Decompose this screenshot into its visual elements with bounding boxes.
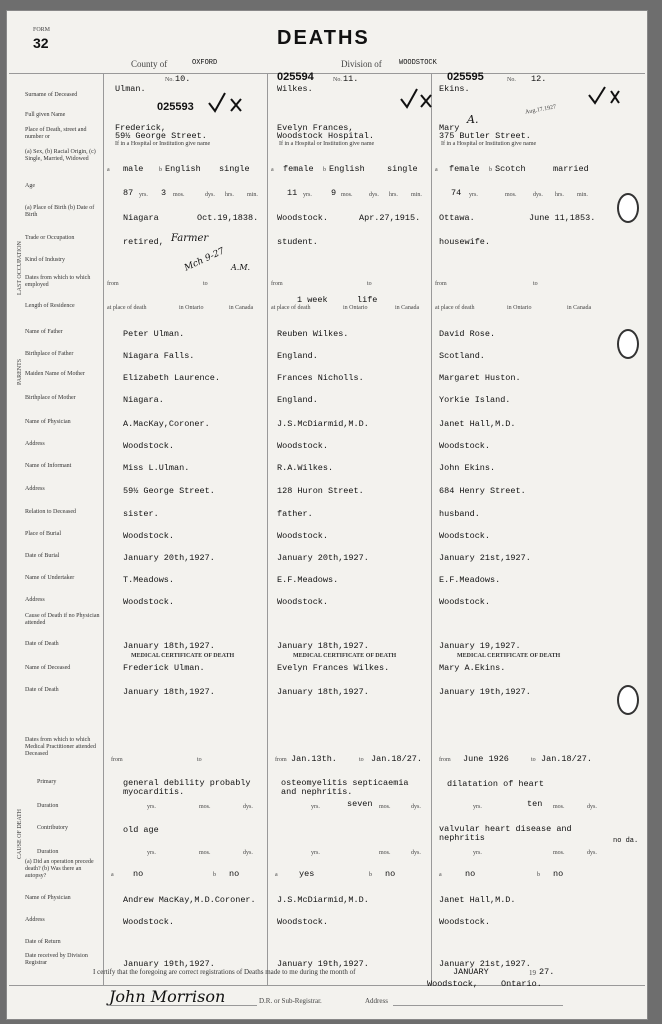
label-column-divider — [103, 73, 104, 985]
record-1-trade: retired, — [123, 237, 164, 247]
record-1-med-cert-heading: MEDICAL CERTIFICATE OF DEATH — [131, 653, 235, 659]
division-value: WOODSTOCK — [399, 59, 437, 67]
label-mother-birthplace: Birthplace of Mother — [25, 395, 76, 401]
record-2-informant-address: 128 Huron Street. — [277, 486, 364, 496]
column-divider-2 — [431, 73, 432, 985]
record-1-relation: sister. — [123, 509, 159, 519]
label-burial-date: Date of Burial — [25, 553, 60, 559]
record-1-informant: Miss L.Ulman. — [123, 463, 190, 473]
address-line — [393, 1005, 563, 1006]
record-2-dur-yrs-label: yrs. — [311, 804, 320, 810]
record-1-death-date: January 18th,1927. — [123, 641, 215, 651]
record-2-father: Reuben Wilkes. — [277, 329, 349, 339]
record-1-mother-birthplace: Niagara. — [123, 395, 164, 405]
record-2-relation: father. — [277, 509, 313, 519]
record-2-cert-name: Evelyn Frances Wilkes. — [277, 663, 390, 673]
label-primary: Primary — [37, 779, 57, 785]
record-3-given: Mary — [439, 123, 460, 133]
record-3-dur-mos-label: mos. — [553, 804, 565, 810]
label-attended: Dates from which to which Medical Practitioner attended Deceased — [25, 737, 96, 757]
record-2-mos-label: mos. — [341, 192, 353, 198]
record-3-at-place-label: at place of death — [435, 305, 475, 311]
form-number: 32 — [33, 35, 49, 51]
record-3-yrs-label: yrs. — [469, 192, 478, 198]
record-2-op-b-marker: b — [369, 872, 372, 878]
record-3-dur-dys-label: dys. — [587, 804, 597, 810]
record-1-autopsy: no — [229, 869, 240, 879]
record-3-cert-date: January 19th,1927. — [439, 687, 531, 697]
record-2-med-cert-heading: MEDICAL CERTIFICATE OF DEATH — [293, 653, 397, 659]
record-3-att-to-label: to — [531, 757, 536, 763]
record-2-dys-label: dys. — [369, 192, 379, 198]
record-1-dur-yrs-label: yrs. — [147, 804, 156, 810]
footer-place: Woodstock, — [427, 979, 479, 989]
record-1-at-place-label: at place of death — [107, 305, 147, 311]
record-2-dur2-dys-label: dys. — [411, 850, 421, 856]
label-informant: Name of Informant — [25, 463, 72, 469]
record-3-date-stamp: Aug.17.1927 — [524, 104, 557, 116]
label-physician-address: Address — [25, 441, 45, 447]
record-2-no-label: No. — [333, 77, 342, 83]
label-surname: Surname of Deceased — [25, 92, 78, 98]
side-label-last-occupation: LAST OCCUPATION — [17, 241, 23, 295]
certify-month: JANUARY — [453, 967, 489, 977]
record-3-dur2-dys-label: dys. — [587, 850, 597, 856]
label-burial-place: Place of Burial — [25, 531, 61, 537]
record-3-attended-to: Jan.18/27. — [541, 754, 593, 764]
record-3-to-label: to — [533, 281, 538, 287]
record-2-operation: yes — [299, 869, 315, 879]
record-1-age-months: 3 — [161, 188, 167, 198]
record-1-physician-2-address: Woodstock. — [123, 917, 175, 927]
record-1-race: English — [165, 164, 201, 174]
record-1-birth-place: Niagara — [123, 213, 159, 223]
record-3-hrs-label: hrs. — [555, 192, 564, 198]
record-3-burial-place: Woodstock. — [439, 531, 491, 541]
record-1-undertaker-address: Woodstock. — [123, 597, 175, 607]
record-2-stamp: 025594 — [277, 71, 314, 83]
record-2-dur2-yrs-label: yrs. — [311, 850, 320, 856]
record-2-sex: female — [283, 164, 314, 174]
label-physician: Name of Physician — [25, 419, 71, 425]
record-2-in-canada-label: in Canada — [395, 305, 420, 311]
record-3-dur2-yrs-label: yrs. — [473, 850, 482, 856]
record-2-physician-2: J.S.McDiarmid,M.D. — [277, 895, 369, 905]
record-1-father: Peter Ulman. — [123, 329, 185, 339]
record-3-sex: female — [449, 164, 480, 174]
record-2-birth-date: Apr.27,1915. — [359, 213, 421, 223]
record-1-to-label: to — [203, 281, 208, 287]
record-3-min-label: min. — [577, 192, 588, 198]
label-dates-employed: Dates from which to which employed — [25, 275, 91, 288]
record-2-cert-date: January 18th,1927. — [277, 687, 369, 697]
label-cert-date-of-death: Date of Death — [25, 687, 59, 693]
record-3-trade: housewife. — [439, 237, 491, 247]
record-1-surname: Ulman. — [115, 84, 146, 94]
record-2-status: single — [387, 164, 418, 174]
label-undertaker: Name of Undertaker — [25, 575, 75, 581]
record-2-hrs-label: hrs. — [389, 192, 398, 198]
record-3-attended-from: June 1926 — [463, 754, 509, 764]
record-3-mother-birthplace: Yorkie Island. — [439, 395, 511, 405]
record-1-trade-handwritten: Farmer — [171, 233, 209, 244]
column-divider-1 — [267, 73, 268, 985]
record-1-yrs-label: yrs. — [139, 192, 148, 198]
record-1-hospital-note: If in a Hospital or Institution give name — [115, 141, 211, 147]
record-3-given-handwritten: A. — [467, 113, 479, 126]
record-1-sex: male — [123, 164, 144, 174]
record-1-dur2-mos-label: mos. — [199, 850, 211, 856]
record-2-yrs-label: yrs. — [303, 192, 312, 198]
handwritten-am-note: A.M. — [231, 263, 251, 272]
label-informant-address: Address — [25, 486, 45, 492]
label-given-name: Full given Name — [25, 112, 66, 118]
label-relation: Relation to Deceased — [25, 509, 76, 515]
punch-hole-icon — [617, 193, 639, 223]
record-1-att-to-label: to — [197, 757, 202, 763]
record-1-burial-place: Woodstock. — [123, 531, 175, 541]
record-2-sex-marker: a — [271, 167, 274, 173]
label-father: Name of Father — [25, 329, 63, 335]
record-3-physician-2: Janet Hall,M.D. — [439, 895, 516, 905]
record-3-med-cert-heading: MEDICAL CERTIFICATE OF DEATH — [457, 653, 561, 659]
record-2-attended-from: Jan.13th. — [291, 754, 337, 764]
label-physician-2: Name of Physician — [25, 895, 71, 901]
label-residence: Length of Residence — [25, 303, 75, 309]
side-label-cause-of-death: CAUSE OF DEATH — [17, 808, 23, 859]
record-2-given: Evelyn Frances, — [277, 123, 354, 133]
footer-province: Ontario. — [501, 979, 542, 989]
certify-statement: I certify that the foregoing are correct registrations of Deaths made to me during the month of — [93, 968, 356, 976]
label-date-of-return: Date of Return — [25, 939, 61, 945]
record-2-physician: J.S.McDiarmid,M.D. — [277, 419, 369, 429]
record-3-father: David Rose. — [439, 329, 496, 339]
record-3-relation: husband. — [439, 509, 480, 519]
record-1-sex-marker: a — [107, 167, 110, 173]
record-3-received: January 21st,1927. — [439, 959, 531, 969]
record-1-in-ontario-label: in Ontario — [179, 305, 204, 311]
record-1-received: January 19th,1927. — [123, 959, 215, 969]
label-cause-no-physician: Cause of Death if no Physician attended — [25, 613, 100, 626]
record-1-birth-date: Oct.19,1838. — [197, 213, 259, 223]
record-2-race-marker: b — [323, 167, 326, 173]
record-1-dys-label: dys. — [205, 192, 215, 198]
record-2-physician-address: Woodstock. — [277, 441, 329, 451]
record-2-burial-place: Woodstock. — [277, 531, 329, 541]
record-3-no-label: No. — [507, 77, 516, 83]
record-2-attended-to: Jan.18/27. — [371, 754, 423, 764]
label-mother: Maiden Name of Mother — [25, 371, 85, 377]
record-1-min-label: min. — [247, 192, 258, 198]
record-1-no-label: No. — [165, 77, 174, 83]
registrar-signature: John Morrison — [109, 987, 226, 1006]
record-2-undertaker: E.F.Meadows. — [277, 575, 339, 585]
record-3-physician: Janet Hall,M.D. — [439, 419, 516, 429]
label-birth: (a) Place of Birth (b) Date of Birth — [25, 205, 95, 218]
record-3-dur2-mos-label: mos. — [553, 850, 565, 856]
record-3-race-marker: b — [489, 167, 492, 173]
record-3-op-a-marker: a — [439, 872, 442, 878]
punch-hole-icon — [617, 329, 639, 359]
record-1-place: 59½ George Street. — [115, 131, 207, 141]
label-trade: Trade or Occupation — [25, 235, 75, 241]
signature-line — [107, 1005, 257, 1006]
page-title: DEATHS — [277, 27, 370, 49]
label-duration-2: Duration — [37, 849, 59, 855]
record-2-burial-date: January 20th,1927. — [277, 553, 369, 563]
record-2-place: Woodstock Hospital. — [277, 131, 374, 141]
record-2-from-label: from — [271, 281, 283, 287]
record-3-from-label: from — [435, 281, 447, 287]
record-1-number: 10. — [175, 74, 191, 84]
record-1-given: Frederick, — [115, 123, 167, 133]
record-2-residence-ontario: life — [357, 295, 378, 305]
record-3-status: married — [553, 164, 589, 174]
record-2-age-months: 9 — [331, 188, 337, 198]
record-3-autopsy: no — [553, 869, 564, 879]
record-1-cert-date: January 18th,1927. — [123, 687, 215, 697]
certify-year: 27. — [539, 967, 555, 977]
record-1-op-b-marker: b — [213, 872, 216, 878]
record-3-physician-2-address: Woodstock. — [439, 917, 491, 927]
record-3-age-years: 74 — [451, 188, 462, 198]
record-1-race-marker: b — [159, 167, 162, 173]
record-1-hrs-label: hrs. — [225, 192, 234, 198]
record-3-op-b-marker: b — [537, 872, 540, 878]
record-3-sex-marker: a — [435, 167, 438, 173]
record-2-trade: student. — [277, 237, 318, 247]
record-2-op-a-marker: a — [275, 872, 278, 878]
record-3-informant: John Ekins. — [439, 463, 496, 473]
death-register-page — [6, 10, 648, 1020]
county-value: OXFORD — [192, 59, 218, 67]
label-father-birthplace: Birthplace of Father — [25, 351, 74, 357]
record-1-dur2-yrs-label: yrs. — [147, 850, 156, 856]
record-3-operation: no — [465, 869, 476, 879]
record-1-in-canada-label: in Canada — [229, 305, 254, 311]
label-undertaker-address: Address — [25, 597, 45, 603]
label-sex-race-status: (a) Sex, (b) Racial Origin, (c) Single, Married, Widowed — [25, 149, 96, 162]
record-3-contributory: valvular heart disease and nephritis — [439, 824, 572, 843]
county-label: County of — [131, 59, 168, 69]
record-1-burial-date: January 20th,1927. — [123, 553, 215, 563]
record-3-undertaker: E.F.Meadows. — [439, 575, 501, 585]
record-1-att-from-label: from — [111, 757, 123, 763]
record-1-mother: Elizabeth Laurence. — [123, 373, 220, 383]
record-3-surname: Ekins. — [439, 84, 470, 94]
record-1-age-years: 87 — [123, 188, 134, 198]
label-date-received: Date received by Division Registrar — [25, 953, 88, 966]
record-3-informant-address: 684 Henry Street. — [439, 486, 526, 496]
label-physician-2-address: Address — [25, 917, 45, 923]
check-mark-icon — [587, 83, 627, 109]
record-3-birth-place: Ottawa. — [439, 213, 475, 223]
record-2-surname: Wilkes. — [277, 84, 313, 94]
record-2-father-birthplace: England. — [277, 351, 318, 361]
record-1-physician-2: Andrew MacKay,M.D.Coroner. — [123, 895, 256, 905]
record-1-primary-cause: general debility probably myocarditis. — [123, 778, 251, 797]
record-2-att-to-label: to — [359, 757, 364, 763]
record-3-hospital-note: If in a Hospital or Institution give name — [441, 141, 537, 147]
address-label: Address — [365, 997, 388, 1005]
record-3-number: 12. — [531, 74, 547, 84]
record-2-primary-cause: osteomyelitis septicaemia and nephritis. — [281, 778, 409, 797]
record-2-dur2-mos-label: mos. — [379, 850, 391, 856]
record-2-received: January 19th,1927. — [277, 959, 369, 969]
record-3-birth-date: June 11,1853. — [529, 213, 596, 223]
header-rule — [9, 73, 645, 74]
record-3-death-date: January 19,1927. — [439, 641, 521, 651]
record-2-death-date: January 18th,1927. — [277, 641, 369, 651]
record-1-father-birthplace: Niagara Falls. — [123, 351, 195, 361]
label-deceased-name: Name of Deceased — [25, 665, 71, 671]
label-operation: (a) Did an operation precede death? (b) Was there an autopsy? — [25, 859, 94, 879]
record-3-burial-date: January 21st,1927. — [439, 553, 531, 563]
check-mark-icon — [399, 85, 439, 113]
record-3-margin-note: no da. — [613, 837, 639, 845]
record-3-in-ontario-label: in Ontario — [507, 305, 532, 311]
label-contributory: Contributory — [37, 825, 68, 831]
record-3-mos-label: mos. — [505, 192, 517, 198]
record-3-duration-months: ten — [527, 799, 543, 809]
record-2-autopsy: no — [385, 869, 396, 879]
registrar-label: D.R. or Sub-Registrar. — [259, 997, 322, 1005]
record-1-undertaker: T.Meadows. — [123, 575, 175, 585]
record-2-at-place-label: at place of death — [271, 305, 311, 311]
record-2-in-ontario-label: in Ontario — [343, 305, 368, 311]
record-2-dur-dys-label: dys. — [411, 804, 421, 810]
record-1-dur-dys-label: dys. — [243, 804, 253, 810]
record-1-physician-address: Woodstock. — [123, 441, 175, 451]
record-2-residence-place: 1 week — [297, 295, 328, 305]
record-1-mos-label: mos. — [173, 192, 185, 198]
record-2-mother: Frances Nicholls. — [277, 373, 364, 383]
side-label-parents: PARENTS — [17, 358, 23, 385]
division-label: Division of — [341, 59, 382, 69]
record-2-physician-2-address: Woodstock. — [277, 917, 329, 927]
record-3-mother: Margaret Huston. — [439, 373, 521, 383]
record-3-stamp: 025595 — [447, 71, 484, 83]
record-2-age-years: 11 — [287, 188, 298, 198]
record-2-dur-mos-label: mos. — [379, 804, 391, 810]
record-1-cert-name: Frederick Ulman. — [123, 663, 205, 673]
record-2-hospital-note: If in a Hospital or Institution give name — [279, 141, 375, 147]
record-1-op-a-marker: a — [111, 872, 114, 878]
record-3-father-birthplace: Scotland. — [439, 351, 485, 361]
record-3-physician-address: Woodstock. — [439, 441, 491, 451]
record-1-dur2-dys-label: dys. — [243, 850, 253, 856]
record-2-min-label: min. — [411, 192, 422, 198]
record-2-birth-place: Woodstock. — [277, 213, 329, 223]
record-1-from-label: from — [107, 281, 119, 287]
record-2-undertaker-address: Woodstock. — [277, 597, 329, 607]
record-3-place: 375 Butler Street. — [439, 131, 531, 141]
punch-hole-icon — [617, 685, 639, 715]
label-industry: Kind of Industry — [25, 257, 65, 263]
record-1-status: single — [219, 164, 250, 174]
record-1-operation: no — [133, 869, 144, 879]
record-3-dys-label: dys. — [533, 192, 543, 198]
record-1-stamp: 025593 — [157, 101, 194, 113]
record-3-race: Scotch — [495, 164, 526, 174]
record-2-race: English — [329, 164, 365, 174]
record-2-duration-months: seven — [347, 799, 373, 809]
label-duration: Duration — [37, 803, 59, 809]
record-2-to-label: to — [367, 281, 372, 287]
label-date-of-death: Date of Death — [25, 641, 59, 647]
footer-rule — [9, 985, 645, 986]
record-2-informant: R.A.Wilkes. — [277, 463, 334, 473]
record-2-mother-birthplace: England. — [277, 395, 318, 405]
record-3-att-from-label: from — [439, 757, 451, 763]
record-3-dur-yrs-label: yrs. — [473, 804, 482, 810]
handwritten-date-note: Mch 9-27 — [182, 246, 227, 274]
record-1-informant-address: 59½ George Street. — [123, 486, 215, 496]
record-3-primary-cause: dilatation of heart — [447, 779, 544, 789]
label-place-of-death: Place of Death, street and number or — [25, 127, 87, 140]
form-number-label: FORM — [33, 27, 51, 33]
record-1-physician: A.MacKay,Coroner. — [123, 419, 210, 429]
record-1-contributory: old age — [123, 825, 159, 835]
record-1-dur-mos-label: mos. — [199, 804, 211, 810]
check-mark-icon — [207, 89, 247, 117]
label-age: Age — [25, 183, 35, 189]
certify-year-prefix: 19 — [529, 969, 536, 977]
record-3-undertaker-address: Woodstock. — [439, 597, 491, 607]
record-3-in-canada-label: in Canada — [567, 305, 592, 311]
record-2-att-from-label: from — [275, 757, 287, 763]
record-3-cert-name: Mary A.Ekins. — [439, 663, 506, 673]
record-2-number: 11. — [343, 74, 359, 84]
